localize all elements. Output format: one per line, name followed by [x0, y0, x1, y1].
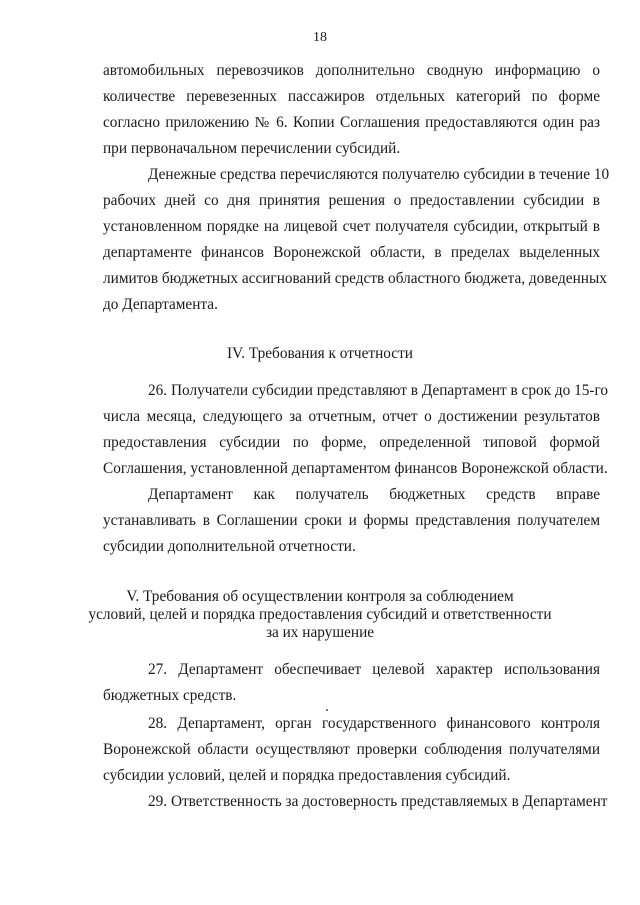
text-line: субсидии дополнительной отчетности.	[103, 538, 356, 555]
section-heading: за их нарушение	[265, 624, 375, 641]
text-line: числа месяца, следующего за отчетным, отчет о достижении результатов	[103, 408, 600, 425]
text-line: количестве перевезенных пассажиров отдельных категорий по форме	[103, 88, 600, 105]
text-line: устанавливать в Соглашении сроки и формы представления получателем	[103, 512, 600, 529]
text-line: при первоначальном перечислении субсидий.	[103, 140, 401, 157]
text-line: до Департамента.	[103, 296, 218, 313]
section-heading: IV. Требования к отчетности	[227, 345, 413, 362]
text-line: лимитов бюджетных ассигнований средств областного бюджета, доведенных	[103, 270, 607, 287]
text-line: автомобильных перевозчиков дополнительно сводную информацию о	[103, 62, 600, 79]
text-line: согласно приложению № 6. Копии Соглашения предоставляются один раз	[103, 114, 600, 131]
text-line: субсидии условий, целей и порядка предоставления субсидий.	[103, 767, 511, 784]
text-line: 26. Получатели субсидии представляют в Департамент в срок до 15-го	[148, 382, 609, 399]
section-heading: V. Требования об осуществлении контроля за соблюдением	[126, 588, 514, 605]
text-line: Денежные средства перечисляются получателю субсидии в течение 10	[148, 166, 610, 183]
text-line: 29. Ответственность за достоверность представляемых в Департамент	[148, 793, 608, 810]
text-line: Соглашения, установленной департаментом финансов Воронежской области.	[103, 460, 608, 477]
text-line: Департамент как получатель бюджетных средств вправе	[148, 486, 600, 503]
scan-speck	[326, 709, 328, 711]
text-line: 27. Департамент обеспечивает целевой характер использования	[148, 661, 600, 678]
text-line: установленном порядке на лицевой счет получателя субсидии, открытый в	[103, 218, 600, 235]
page-number: 18	[313, 30, 327, 45]
text-line: 28. Департамент, орган государственного финансового контроля	[148, 715, 600, 732]
text-line: бюджетных средств.	[103, 687, 237, 704]
text-line: предоставления субсидии по форме, определенной типовой формой	[103, 434, 600, 451]
text-line: департаменте финансов Воронежской области, в пределах выделенных	[103, 244, 600, 261]
text-line: рабочих дней со дня принятия решения о предоставлении субсидии в	[103, 192, 600, 209]
section-heading: условий, целей и порядка предоставления субсидий и ответственности	[88, 606, 552, 623]
text-line: Воронежской области осуществляют проверки соблюдения получателями	[103, 741, 600, 758]
